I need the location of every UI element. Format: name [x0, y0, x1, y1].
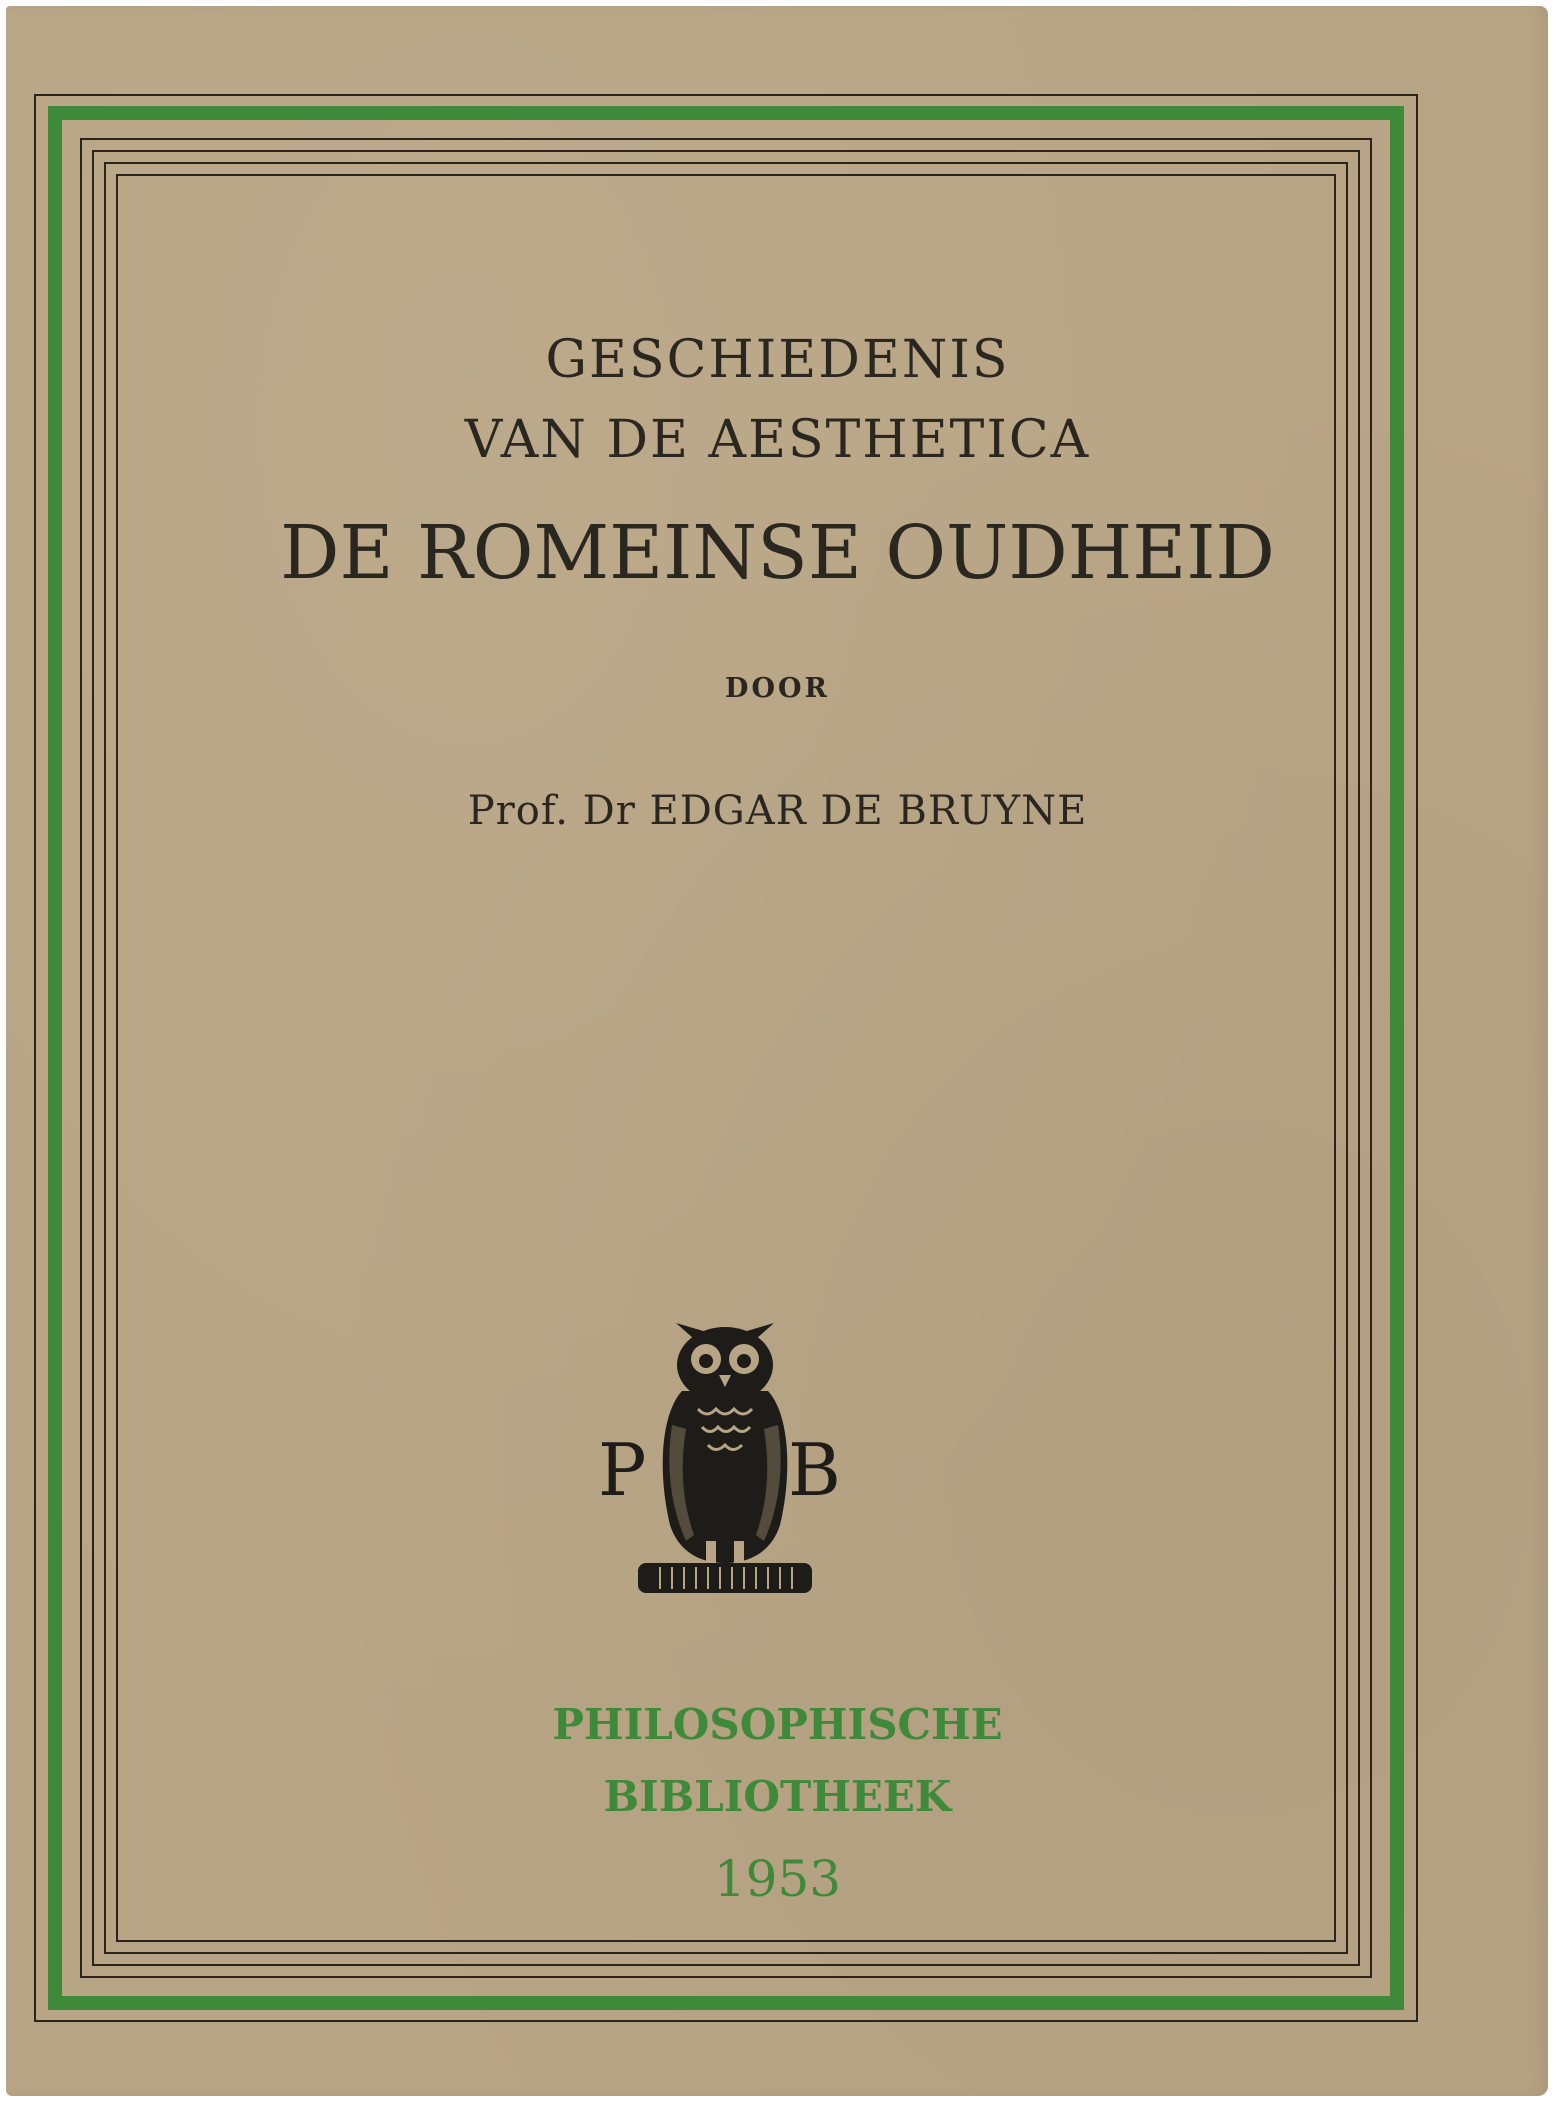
author-name: Prof. Dr EDGAR DE BRUYNE [467, 788, 1088, 834]
publication-year: 1953 [713, 1850, 842, 1908]
by-label: DOOR [725, 673, 830, 704]
series-line-1: PHILOSOPHISCHE [552, 1700, 1003, 1749]
series-line-2: BIBLIOTHEEK [603, 1772, 952, 1821]
emblem-letter-p: P [598, 1428, 647, 1512]
title-line-2: VAN DE AESTHETICA [464, 410, 1091, 470]
title-line-1: GESCHIEDENIS [545, 330, 1010, 390]
emblem-letter-b: B [788, 1428, 841, 1512]
main-title: DE ROMEINSE OUDHEID [280, 510, 1275, 596]
